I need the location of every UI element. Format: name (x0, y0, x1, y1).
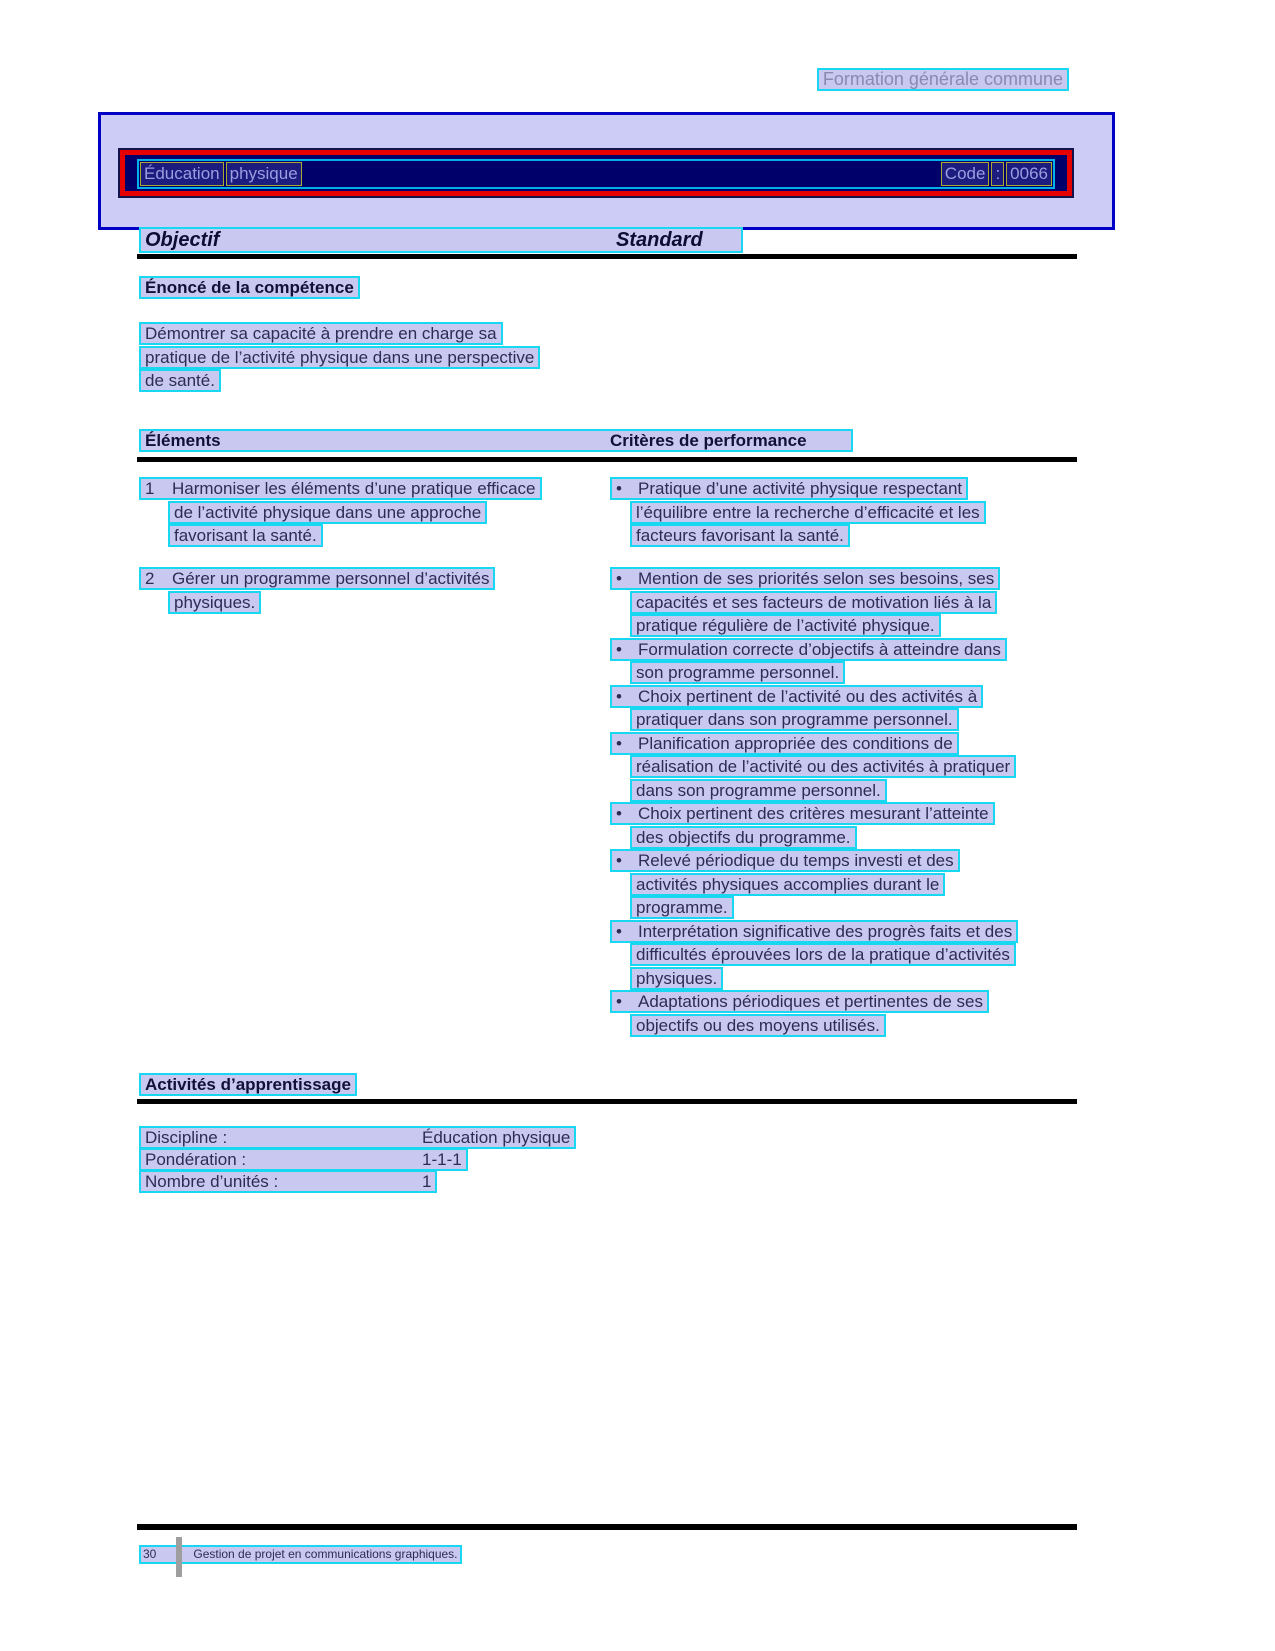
activities-section (139, 1073, 357, 1096)
criteria-line: dans son programme personnel. (630, 779, 887, 802)
criteria-header: Critères de performance (610, 431, 807, 450)
activities-row (139, 1170, 437, 1193)
bullet-icon: • (616, 639, 622, 659)
eyebrow-text: Formation générale commune (817, 68, 1069, 91)
criteria-line: réalisation de l’activité ou des activités à pratiquer (630, 755, 1016, 778)
footer-highlight (139, 1545, 462, 1564)
criteria-line: • Formulation correcte d’objectifs à atteindre dans (610, 638, 1007, 661)
criteria-line: • Relevé périodique du temps investi et des (610, 849, 960, 872)
paragraph-line: pratique de l’activité physique dans une perspective (139, 346, 540, 369)
paragraph-line: de santé. (139, 369, 221, 392)
criteria-line: • Choix pertinent des critères mesurant l’atteinte (610, 802, 995, 825)
element-line: de l’activité physique dans une approche (168, 501, 487, 524)
table-header-row (139, 429, 853, 452)
criteria-line: physiques. (630, 967, 723, 990)
bullet-icon: • (616, 851, 622, 870)
competence-paragraph (139, 322, 540, 393)
objectif-heading: Objectif (145, 229, 220, 251)
code-separator: : (991, 162, 1004, 186)
element-number: 2 (145, 569, 155, 588)
criteria-line: l’équilibre entre la recherche d’efficacité et les (630, 501, 986, 524)
activities-label: Discipline : (145, 1128, 228, 1147)
criteria-line: programme. (630, 896, 734, 919)
code-value: 0066 (1006, 162, 1052, 186)
activities-value: 1 (422, 1172, 432, 1191)
divider-rule (137, 457, 1077, 462)
criteria-line: activités physiques accomplies durant le (630, 873, 945, 896)
bullet-icon: • (616, 804, 622, 823)
element-line: 1 Harmoniser les éléments d’une pratique efficace (139, 477, 542, 500)
competence-section (139, 276, 360, 299)
activities-row (139, 1126, 576, 1149)
footer-rule (137, 1524, 1077, 1530)
course-title-word: Éducation (140, 162, 224, 186)
criteria-line: • Interprétation significative des progrès faits et des (610, 920, 1018, 943)
element-number: 1 (145, 479, 155, 498)
objectif-standard-highlight (139, 227, 743, 253)
element-line: favorisant la santé. (168, 524, 323, 547)
elements-column (139, 477, 609, 614)
activities-row (139, 1148, 468, 1171)
criteria-line: capacités et ses facteurs de motivation liés à la (630, 591, 997, 614)
page-number: 30 (143, 1547, 157, 1561)
divider-rule (137, 254, 1077, 259)
criteria-line: facteurs favorisant la santé. (630, 524, 850, 547)
criteria-line: son programme personnel. (630, 661, 845, 684)
bullet-icon: • (616, 921, 622, 941)
footer-separator-bar (176, 1537, 182, 1577)
footer (139, 1545, 462, 1564)
standard-heading: Standard (616, 229, 703, 251)
criteria-line: objectifs ou des moyens utilisés. (630, 1014, 886, 1037)
footer-text: Gestion de projet en communications graphiques. (193, 1547, 458, 1561)
divider-rule (137, 1099, 1077, 1104)
criteria-line: • Planification appropriée des conditions de (610, 732, 959, 755)
bullet-icon: • (616, 733, 622, 753)
element-line: physiques. (168, 591, 261, 614)
competence-heading: Énoncé de la compétence (139, 276, 360, 299)
criteria-line: • Mention de ses priorités selon ses besoins, ses (610, 567, 1000, 590)
criteria-line: difficultés éprouvées lors de la pratique d’activités (630, 943, 1016, 966)
activities-value: Éducation physique (422, 1128, 571, 1147)
activities-table (139, 1126, 576, 1192)
bullet-icon: • (616, 992, 622, 1011)
eyebrow-line (817, 68, 1069, 91)
criteria-line: pratiquer dans son programme personnel. (630, 708, 959, 731)
element-line: 2 Gérer un programme personnel d’activités (139, 567, 495, 590)
code-label: Code (941, 162, 990, 186)
criteria-column (610, 477, 1090, 1037)
criteria-line: des objectifs du programme. (630, 826, 857, 849)
criteria-line: pratique régulière de l’activité physique. (630, 614, 941, 637)
bullet-icon: • (616, 569, 622, 588)
course-title-bar (120, 150, 1072, 196)
criteria-line: • Adaptations périodiques et pertinentes de ses (610, 990, 989, 1013)
course-code (940, 162, 1053, 186)
criteria-line: • Pratique d’une activité physique respectant (610, 477, 968, 500)
activities-label: Pondération : (145, 1150, 247, 1169)
activities-value: 1-1-1 (422, 1150, 462, 1169)
activities-label: Nombre d’unités : (145, 1172, 279, 1191)
activities-heading: Activités d’apprentissage (139, 1073, 357, 1096)
criteria-line: • Choix pertinent de l’activité ou des activités à (610, 685, 983, 708)
title-bar-line (137, 159, 1055, 189)
objectif-standard-row (139, 227, 743, 253)
course-title-word: physique (226, 162, 302, 186)
paragraph-line: Démontrer sa capacité à prendre en charge sa (139, 322, 503, 345)
course-title (139, 162, 303, 186)
elements-header: Éléments (145, 431, 221, 450)
bullet-icon: • (616, 479, 622, 498)
table-header-highlight (139, 429, 853, 452)
bullet-icon: • (616, 686, 622, 706)
